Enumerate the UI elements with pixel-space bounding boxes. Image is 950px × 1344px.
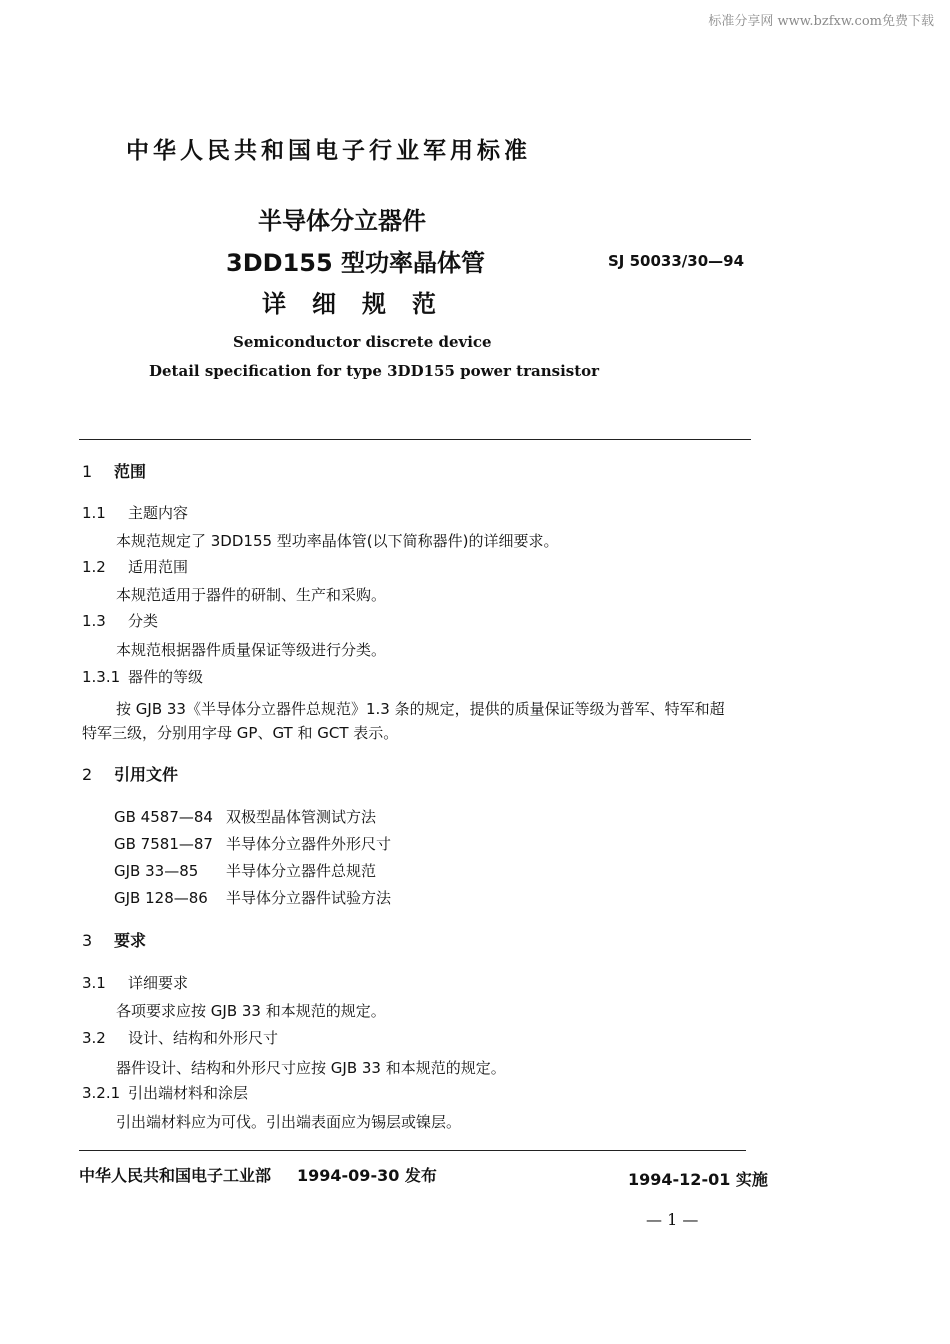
section-1-heading: 1 范围 bbox=[82, 462, 147, 481]
section-1-3-heading: 1.3 分类 bbox=[82, 612, 159, 630]
reference-item: GB 7581—87 半导体分立器件外形尺寸 bbox=[114, 835, 392, 853]
standard-code: SJ 50033/30—94 bbox=[608, 252, 745, 270]
reference-item: GJB 33—85 半导体分立器件总规范 bbox=[114, 862, 377, 880]
standard-header: 中华人民共和国电子行业军用标准 bbox=[126, 138, 531, 164]
title-line-3: 详细规范 bbox=[262, 290, 462, 318]
english-title-line-1: Semiconductor discrete device bbox=[233, 333, 492, 351]
section-3-2-body: 器件设计、结构和外形尺寸应按 GJB 33 和本规范的规定。 bbox=[116, 1059, 506, 1077]
section-1-3-1-body-line-1: 按 GJB 33《半导体分立器件总规范》1.3 条的规定，提供的质量保证等级为普军、特军和超 bbox=[116, 700, 725, 718]
watermark: 标准分享网 www.bzfxw.com免费下载 bbox=[708, 14, 934, 29]
section-3-1-body: 各项要求应按 GJB 33 和本规范的规定。 bbox=[116, 1002, 386, 1020]
page-number: — 1 — bbox=[646, 1210, 699, 1229]
section-2-heading: 2 引用文件 bbox=[82, 765, 179, 784]
section-3-heading: 3 要求 bbox=[82, 931, 147, 950]
english-title-line-2: Detail specification for type 3DD155 power transistor bbox=[149, 362, 600, 380]
section-1-3-1-heading: 1.3.1 器件的等级 bbox=[82, 668, 204, 686]
section-1-3-1-body-line-2: 特军三级，分别用字母 GP、GT 和 GCT 表示。 bbox=[82, 724, 399, 742]
section-1-1-heading: 1.1 主题内容 bbox=[82, 504, 189, 522]
reference-item: GB 4587—84 双极型晶体管测试方法 bbox=[114, 808, 377, 826]
section-3-2-heading: 3.2 设计、结构和外形尺寸 bbox=[82, 1029, 279, 1047]
title-line-1: 半导体分立器件 bbox=[258, 207, 426, 235]
section-1-3-body: 本规范根据器件质量保证等级进行分类。 bbox=[116, 641, 387, 659]
section-3-1-heading: 3.1 详细要求 bbox=[82, 974, 189, 992]
section-1-2-heading: 1.2 适用范围 bbox=[82, 558, 189, 576]
footer-divider bbox=[79, 1150, 746, 1151]
section-3-2-1-heading: 3.2.1 引出端材料和涂层 bbox=[82, 1084, 249, 1102]
section-3-2-1-body: 引出端材料应为可伐。引出端表面应为锡层或镍层。 bbox=[116, 1113, 462, 1131]
issue-date: 1994-09-30 发布 bbox=[297, 1166, 437, 1185]
section-1-1-body: 本规范规定了 3DD155 型功率晶体管(以下简称器件)的详细要求。 bbox=[116, 532, 559, 550]
effective-date: 1994-12-01 实施 bbox=[628, 1170, 768, 1189]
reference-item: GJB 128—86 半导体分立器件试验方法 bbox=[114, 889, 392, 907]
section-1-2-body: 本规范适用于器件的研制、生产和采购。 bbox=[116, 586, 387, 604]
top-divider bbox=[79, 439, 751, 440]
title-line-2: 3DD155 型功率晶体管 bbox=[226, 249, 485, 277]
issuer: 中华人民共和国电子工业部 bbox=[79, 1166, 272, 1185]
